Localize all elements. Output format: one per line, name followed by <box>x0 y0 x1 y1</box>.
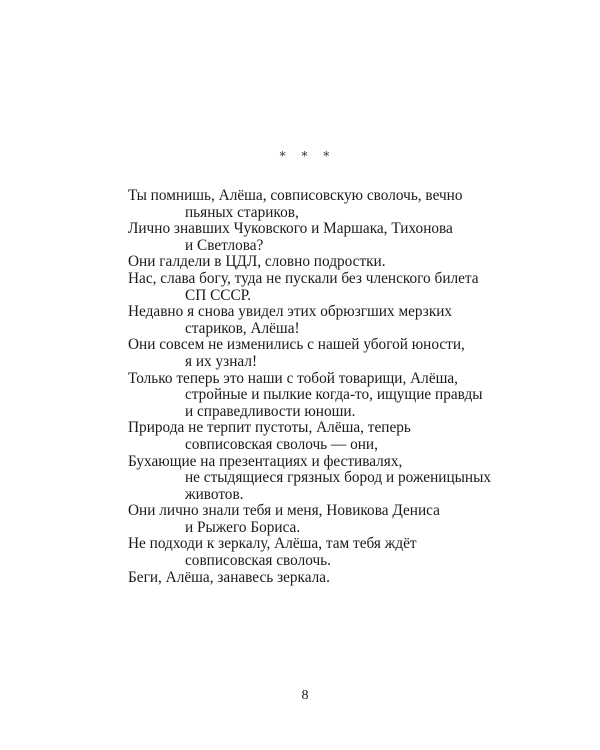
poem-line-continuation: и Светлова? <box>185 236 264 254</box>
poem-line: Только теперь это наши с тобой товарищи, Алёша, <box>128 369 459 387</box>
poem-line-continuation: я их узнал! <box>185 352 258 370</box>
poem-line: Нас, слава богу, туда не пускали без членского билета <box>128 269 479 287</box>
poem-line: Они лично знали тебя и меня, Новикова Дениса <box>128 502 440 520</box>
page-number: 8 <box>301 688 309 703</box>
poem-line: Лично знавших Чуковского и Маршака, Тихонова <box>128 220 453 238</box>
poem-line-continuation: СП СССР. <box>185 286 252 304</box>
poem-line: Они галдели в ЦДЛ, словно подростки. <box>128 253 386 271</box>
poem-line-continuation: и справедливости юноши. <box>185 402 356 420</box>
poem-line: Они совсем не изменились с нашей убогой юности, <box>128 336 465 354</box>
poem-line-continuation: совписовская сволочь. <box>185 552 331 570</box>
poem-line: Беги, Алёша, занавесь зеркала. <box>128 568 330 586</box>
poem-line-continuation: и Рыжего Бориса. <box>185 518 301 536</box>
poem-line: Ты помнишь, Алёша, совписовскую сволочь, вечно <box>128 187 463 204</box>
poem-line-continuation: пьяных стариков, <box>185 203 299 221</box>
poem-line-continuation: стройные и пылкие когда-то, ищущие правды <box>185 386 483 404</box>
poem-line: Не подходи к зеркалу, Алёша, там тебя ждёт <box>128 535 417 553</box>
poem-line: Природа не терпит пустоты, Алёша, теперь <box>128 419 411 437</box>
poem-line-continuation: стариков, Алёша! <box>185 319 300 337</box>
poem-body <box>128 188 528 586</box>
poem-line: Недавно я снова увидел этих обрюзгших мерзких <box>128 303 453 321</box>
poem-line-continuation: совписовская сволочь — они, <box>185 435 378 453</box>
poem-line-continuation: не стыдящиеся грязных бород и роженицыных <box>185 469 492 487</box>
poem-line: Бухающие на презентациях и фестивалях, <box>128 452 403 470</box>
section-separator: * * * <box>279 149 336 163</box>
poem-line-continuation: животов. <box>185 485 244 503</box>
